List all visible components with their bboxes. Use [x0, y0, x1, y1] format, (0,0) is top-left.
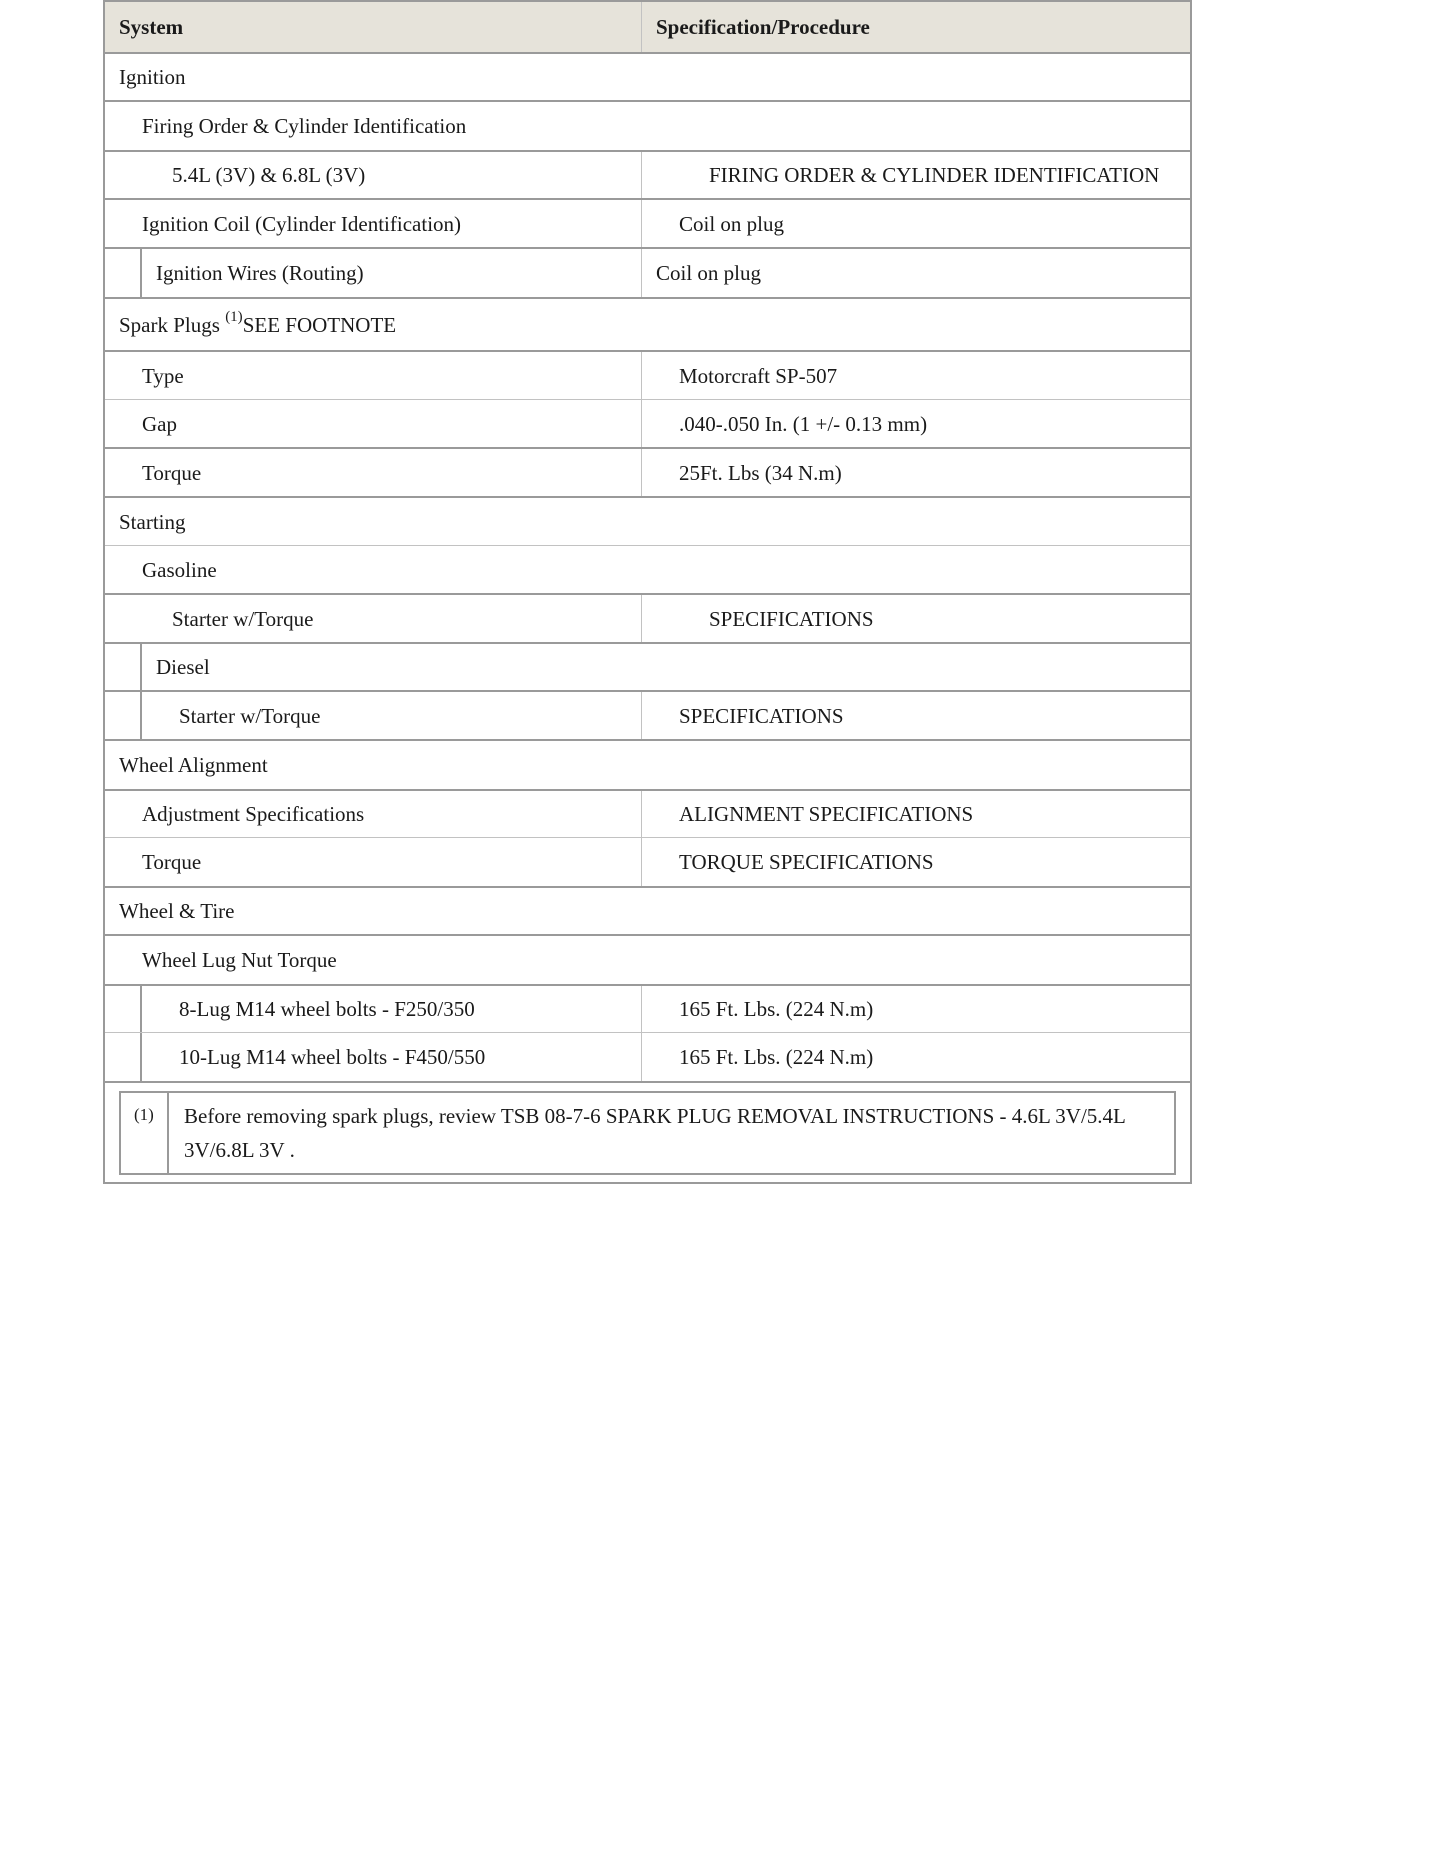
type-spec: Motorcraft SP-507 — [679, 363, 838, 388]
gap-spec: .040-.050 In. (1 +/- 0.13 mm) — [679, 411, 928, 436]
indent-bar — [105, 644, 142, 690]
footnote-box — [119, 1091, 1176, 1175]
table-row — [105, 545, 1190, 593]
subsection-lug-nut: Wheel Lug Nut Torque — [142, 948, 337, 972]
wires-label: Ignition Wires (Routing) — [142, 249, 642, 297]
align-torque-spec: TORQUE SPECIFICATIONS — [679, 850, 934, 874]
indent-bar — [105, 249, 142, 297]
table-row — [105, 934, 1190, 984]
lug10-spec: 165 Ft. Lbs. (224 N.m) — [679, 1045, 874, 1069]
indent-bar — [105, 1033, 142, 1081]
engines-spec: FIRING ORDER & CYLINDER IDENTIFICATION — [709, 163, 1160, 187]
footnote-section — [105, 1081, 1190, 1182]
see-footnote: SEE FOOTNOTE — [242, 312, 397, 337]
table-row — [105, 447, 1190, 496]
table-row — [105, 593, 1190, 642]
adjustment-label: Adjustment Specifications — [105, 791, 642, 837]
subsection-diesel: Diesel — [156, 655, 210, 679]
footnote-marker: (1) — [121, 1093, 169, 1173]
lug10-label: 10-Lug M14 wheel bolts - F450/550 — [142, 1033, 642, 1081]
align-torque-label: Torque — [105, 838, 642, 886]
lug8-spec: 165 Ft. Lbs. (224 N.m) — [679, 997, 874, 1021]
table-row — [105, 690, 1190, 739]
section-wheel-tire: Wheel & Tire — [119, 899, 235, 923]
table-row — [105, 886, 1190, 934]
section-ignition: Ignition — [119, 65, 186, 89]
indent-bar — [105, 692, 142, 739]
table-row — [105, 350, 1190, 399]
table-row — [105, 496, 1190, 545]
subsection-gasoline: Gasoline — [142, 557, 217, 582]
section-wheel-alignment: Wheel Alignment — [119, 753, 268, 777]
table-header — [105, 2, 1190, 52]
section-spark-plugs — [105, 299, 1190, 350]
specifications-table — [103, 0, 1192, 1184]
starter-diesel-spec: SPECIFICATIONS — [679, 703, 844, 728]
table-row — [105, 297, 1190, 350]
wires-spec: Coil on plug — [656, 261, 762, 285]
header-spec: Specification/Procedure — [656, 15, 870, 39]
spark-plugs-label: Spark Plugs — [119, 312, 226, 337]
torque-spec: 25Ft. Lbs (34 N.m) — [679, 460, 842, 485]
section-starting: Starting — [119, 509, 186, 534]
table-row — [105, 1032, 1190, 1081]
coil-spec: Coil on plug — [679, 211, 785, 236]
adjustment-spec: ALIGNMENT SPECIFICATIONS — [679, 802, 974, 826]
footnote-text: Before removing spark plugs, review TSB 08-7-6 SPARK PLUG REMOVAL INSTRUCTIONS - 4.6L 3V/5.4L 3V/6.8L 3V . — [184, 1104, 1126, 1162]
table-row — [105, 789, 1190, 837]
header-system: System — [105, 2, 642, 52]
starter-gas-spec: SPECIFICATIONS — [709, 606, 874, 631]
lug8-label: 8-Lug M14 wheel bolts - F250/350 — [142, 986, 642, 1032]
table-row — [105, 100, 1190, 150]
coil-label: Ignition Coil (Cylinder Identification) — [105, 200, 642, 247]
table-row — [105, 150, 1190, 198]
subsection-firing-order: Firing Order & Cylinder Identification — [142, 114, 467, 138]
table-row — [105, 52, 1190, 100]
torque-label: Torque — [105, 449, 642, 496]
table-row — [105, 642, 1190, 690]
starter-gas-label: Starter w/Torque — [105, 595, 642, 642]
table-row — [105, 837, 1190, 886]
type-label: Type — [105, 352, 642, 399]
starter-diesel-label: Starter w/Torque — [142, 692, 642, 739]
table-row — [105, 198, 1190, 247]
footnote-ref[interactable]: (1) — [225, 308, 243, 325]
gap-label: Gap — [105, 400, 642, 447]
engines-label: 5.4L (3V) & 6.8L (3V) — [105, 152, 642, 198]
table-row — [105, 739, 1190, 789]
table-row — [105, 984, 1190, 1032]
table-row — [105, 399, 1190, 447]
table-row — [105, 247, 1190, 297]
indent-bar — [105, 986, 142, 1032]
